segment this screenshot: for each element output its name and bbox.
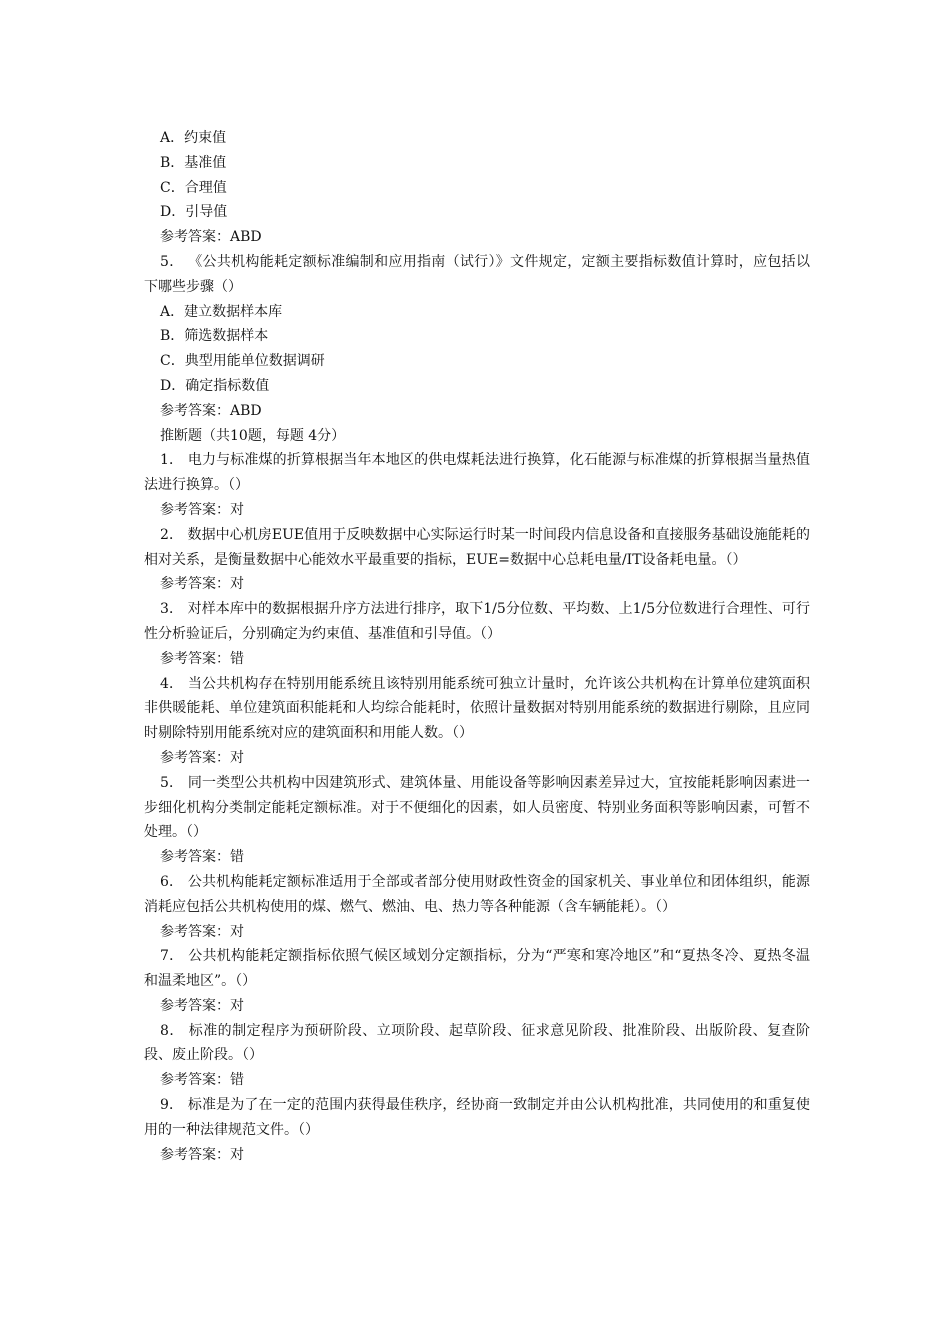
reference-answer: 参考答案：对 <box>160 997 244 1014</box>
question-text: 同一类型公共机构中因建筑形式、建筑体量、用能设备等影响因素差异过大，宜按能耗影响因素进一步细化机构分类制定能耗定额标准。对于不便细化的因素，如人员密度、特别业务面积等影响因素，可暂不处理。（） <box>144 774 811 841</box>
document-page <box>144 126 810 1167</box>
option-c: C．典型用能单位数据调研 <box>160 353 325 370</box>
reference-answer: 参考答案：对 <box>160 923 244 940</box>
judgment-question-3 <box>144 597 810 647</box>
option-c: C．合理值 <box>160 179 227 196</box>
reference-answer: 参考答案：对 <box>160 749 244 766</box>
judgment-question-1 <box>144 448 810 498</box>
question-text: 对样本库中的数据根据升序方法进行排序，取下1/5分位数、平均数、上1/5分位数进行合理性、可行性分析验证后，分别确定为约束值、基准值和引导值。（） <box>144 601 810 642</box>
question-text: 标准的制定程序为预研阶段、立项阶段、起草阶段、征求意见阶段、批准阶段、出版阶段、复查阶段、废止阶段。（） <box>144 1022 810 1064</box>
question-text: 公共机构能耗定额指标依照气候区域划分定额指标，分为“严寒和寒冷地区”和“夏热冬冷、夏热冬温和温柔地区”。（） <box>144 948 810 990</box>
judgment-question-5 <box>144 771 810 845</box>
section-title: 推断题（共10题，每题 4分） <box>160 427 346 444</box>
question-text: 电力与标准煤的折算根据当年本地区的供电煤耗法进行换算，化石能源与标准煤的折算根据当量热值法进行换算。（） <box>144 452 811 494</box>
option-a: A．约束值 <box>160 130 227 146</box>
question-text: 公共机构能耗定额标准适用于全部或者部分使用财政性资金的国家机关、事业单位和团体组织，能源消耗应包括公共机构使用的煤、燃气、燃油、电、热力等各种能源（含车辆能耗）。（） <box>144 873 811 915</box>
question-number: 8． <box>160 1022 184 1039</box>
option-d: D．确定指标数值 <box>160 377 270 394</box>
option-b: B．筛选数据样本 <box>160 328 269 345</box>
option-a: A．建立数据样本库 <box>160 303 283 320</box>
judgment-question-7 <box>144 944 810 994</box>
reference-answer: 参考答案：ABD <box>160 229 262 246</box>
question-number: 4． <box>160 675 184 692</box>
judgment-question-8 <box>144 1019 810 1069</box>
judgment-question-6 <box>144 870 810 920</box>
reference-answer: 参考答案：错 <box>160 650 244 667</box>
option-b: B．基准值 <box>160 154 227 171</box>
question-text: 标准是为了在一定的范围内获得最佳秩序，经协商一致制定并由公认机构批准，共同使用的和重复使用的一种法律规范文件。（） <box>144 1097 811 1138</box>
question-number: 3． <box>160 601 184 618</box>
question-number: 5． <box>160 774 184 791</box>
judgment-question-4 <box>144 672 810 746</box>
reference-answer: 参考答案：对 <box>160 576 244 593</box>
reference-answer: 参考答案：错 <box>160 1072 244 1089</box>
question-number: 9． <box>160 1097 184 1114</box>
question-number: 5． <box>160 253 184 270</box>
judgment-question-2 <box>144 523 810 573</box>
reference-answer: 参考答案：对 <box>160 1146 244 1163</box>
judgment-question-9 <box>144 1093 810 1143</box>
question-text: 数据中心机房EUE值用于反映数据中心实际运行时某一时间段内信息设备和直接服务基础设施能耗的相对关系，是衡量数据中心能效水平最重要的指标，EUE=数据中心总耗电量/IT设备耗电量。（） <box>144 526 810 568</box>
question-number: 2． <box>160 526 184 543</box>
question-text: 《公共机构能耗定额标准编制和应用指南（试行）》文件规定，定额主要指标数值计算时，应包括以下哪些步骤（） <box>144 253 810 295</box>
reference-answer: 参考答案：对 <box>160 501 244 518</box>
reference-answer: 参考答案：错 <box>160 849 244 866</box>
question-number: 1． <box>160 452 184 469</box>
question-5 <box>144 250 810 300</box>
reference-answer: 参考答案：ABD <box>160 402 262 419</box>
option-d: D．引导值 <box>160 204 228 221</box>
question-number: 6． <box>160 873 184 890</box>
question-number: 7． <box>160 948 184 965</box>
question-text: 当公共机构存在特别用能系统且该特别用能系统可独立计量时，允许该公共机构在计算单位建筑面积非供暖能耗、单位建筑面积能耗和人均综合能耗时，依照计量数据对特别用能系统的数据进行剔除，且应同时剔除特别用能系统对应的建筑面积和用能人数。（） <box>144 675 811 742</box>
